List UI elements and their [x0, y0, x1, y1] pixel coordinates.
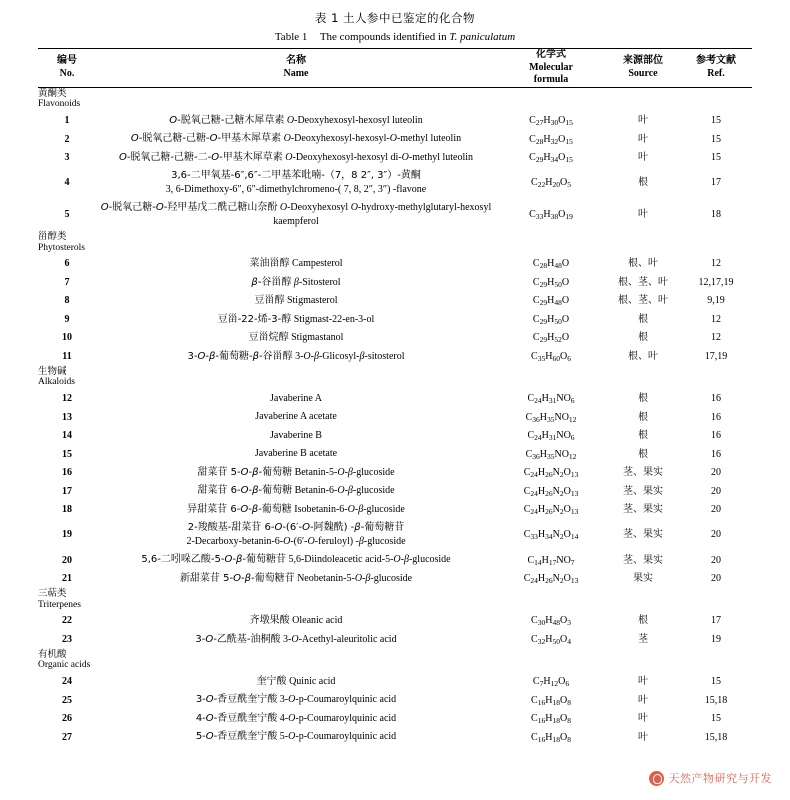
cell-name-cn: 4-O-香豆酰奎宁酸 — [195, 712, 278, 724]
cell-ref: 17,19 — [704, 350, 728, 362]
cell-name — [96, 389, 496, 408]
cell-name — [96, 691, 496, 710]
table-row — [38, 445, 752, 464]
cell-name — [96, 130, 496, 149]
cell-formula: $C_{36}H_{35}NO_{12}$ — [525, 411, 577, 424]
cell-name — [96, 148, 496, 167]
table-row — [38, 482, 752, 501]
table-row — [38, 500, 752, 519]
cell-no: 17 — [62, 485, 72, 497]
table-row — [38, 111, 752, 130]
cell-ref: 15 — [711, 133, 721, 145]
col-header-no — [38, 49, 96, 87]
cell-name-en: Oleanic acid — [292, 615, 343, 626]
col-header-ref — [680, 49, 752, 87]
table-row — [38, 389, 752, 408]
cell-name-en: 3, 6-Dimethoxy-6″, 6″-dimethylchromeno-( 7, 8, 2″, 3″) -flavone — [165, 183, 427, 195]
cell-formula: $C_{24}H_{26}N_2O_{13}$ — [523, 485, 579, 498]
cell-formula: $C_{30}H_{48}O_3$ — [531, 615, 571, 628]
cell-name-cn: O-脱氧己糖-己糖-O-甲基木犀草素 — [130, 133, 282, 145]
cell-no: 22 — [62, 615, 72, 627]
cell-name — [96, 199, 496, 231]
col-header-formula-en: Molecular — [529, 61, 573, 73]
cell-name-en: Isobetanin-6-O-β-glucoside — [294, 503, 405, 515]
cell-formula: $C_{27}H_{30}O_{15}$ — [529, 115, 573, 127]
table-row — [38, 728, 752, 747]
cell-formula: $C_{29}H_{50}O$ — [532, 276, 570, 289]
cell-source: 叶 — [638, 115, 648, 126]
cell-name-cn: 奎宁酸 — [256, 675, 287, 687]
cell-name-en: O-Deoxyhexosyl-hexosyl-O-methyl luteolin — [283, 133, 462, 145]
col-header-name-en: Name — [283, 67, 309, 79]
cell-source: 茎 — [638, 633, 648, 645]
cell-source: 根、茎、叶 — [618, 276, 668, 288]
cell-source: 根、叶 — [628, 258, 658, 270]
table-row — [38, 148, 752, 167]
cell-name-en: O-Deoxyhexosyl-hexosyl luteolin — [286, 114, 423, 126]
cell-no: 9 — [64, 313, 70, 325]
cell-source: 根 — [638, 448, 648, 460]
col-header-source — [606, 49, 680, 87]
cell-name-cn: 新甜菜苷 5-O-β-葡萄糖苷 — [179, 572, 295, 584]
cell-source: 叶 — [638, 133, 648, 145]
cell-name — [96, 292, 496, 311]
cell-name-en: Javaberine A acetate — [255, 411, 337, 423]
cell-name-en: 3-O-p-Coumaroylquinic acid — [279, 694, 397, 706]
cell-name-cn: β-谷甾醇 — [251, 276, 292, 288]
cell-source: 茎、果实 — [623, 554, 663, 566]
cell-source: 根 — [638, 411, 648, 423]
watermark-logo-icon — [649, 771, 664, 786]
cell-no: 18 — [62, 504, 72, 515]
cell-name — [96, 310, 496, 329]
cell-name-cn: 豆甾-22-烯-3-醇 — [217, 313, 292, 325]
table-row — [38, 347, 752, 366]
group-label-cn: 有机酸 — [38, 648, 67, 660]
cell-source: 根 — [638, 393, 648, 404]
table-body — [38, 88, 752, 747]
cell-name-cn: 菜油甾醇 — [249, 258, 290, 269]
cell-ref: 20 — [711, 554, 721, 566]
cell-name — [96, 519, 496, 551]
cell-name-en: 4-O-p-Coumaroylquinic acid — [279, 712, 397, 724]
table-row — [38, 329, 752, 348]
cell-formula: $C_{33}H_{34}N_2O_{14}$ — [523, 529, 579, 542]
group-header-row — [38, 649, 752, 673]
cell-formula: $C_{29}H_{34}O_{15}$ — [529, 152, 573, 164]
cell-source: 根 — [638, 332, 648, 344]
cell-ref: 17 — [711, 177, 721, 189]
cell-name-cn: 齐墩果酸 — [249, 615, 290, 626]
cell-ref: 15,18 — [704, 731, 728, 743]
group-header-row — [38, 88, 752, 112]
group-label — [38, 88, 752, 112]
cell-ref: 20 — [711, 485, 721, 497]
cell-name-en: Javaberine B — [270, 429, 322, 441]
group-header-row — [38, 366, 752, 390]
group-label-cn: 生物碱 — [38, 365, 67, 377]
cell-name-cn: O-脱氧己糖-己糖-二-O-甲基木犀草素 — [118, 151, 283, 163]
cell-name-en: 5,6-Diindoleacetic acid-5-O-β-glucoside — [288, 554, 451, 566]
cell-ref: 9,19 — [707, 295, 725, 307]
cell-ref: 15 — [711, 713, 721, 724]
cell-source: 叶 — [638, 209, 648, 221]
cell-name — [96, 709, 496, 728]
cell-name — [96, 551, 496, 570]
table-row — [38, 569, 752, 588]
col-header-no-en: No. — [59, 67, 75, 79]
cell-no: 5 — [64, 209, 70, 221]
cell-name — [96, 728, 496, 747]
cell-name-en: Javaberine A — [270, 392, 322, 404]
cell-name — [96, 445, 496, 464]
cell-source: 叶 — [638, 676, 648, 687]
cell-no: 1 — [64, 115, 70, 126]
cell-name — [96, 408, 496, 427]
cell-no: 26 — [62, 713, 72, 724]
cell-no: 19 — [62, 529, 72, 541]
cell-formula: $C_{16}H_{18}O_8$ — [531, 731, 571, 744]
table-title-cn: 表 1 土人参中已鉴定的化合物 — [314, 11, 476, 25]
cell-name-en: 3-O-Acethyl-aleuritolic acid — [282, 633, 397, 645]
cell-no: 6 — [64, 258, 70, 270]
cell-ref: 20 — [711, 467, 721, 478]
cell-name-cn: 甜菜苷 6-O-β-葡萄糖 — [197, 485, 293, 497]
cell-no: 10 — [62, 332, 72, 344]
cell-formula: $C_{22}H_{20}O_5$ — [531, 177, 571, 190]
cell-no: 11 — [62, 350, 72, 362]
group-label-en: Flavonoids — [38, 99, 81, 110]
table-row — [38, 292, 752, 311]
table-row — [38, 426, 752, 445]
cell-formula: $C_{28}H_{48}O$ — [532, 258, 570, 271]
cell-source: 根 — [638, 313, 648, 325]
cell-no: 3 — [64, 152, 70, 163]
cell-no: 4 — [64, 177, 70, 189]
col-header-source-cn: 来源部位 — [623, 55, 663, 67]
cell-ref: 20 — [711, 504, 721, 515]
cell-name-cn: 异甜菜苷 6-O-β-葡萄糖 — [187, 503, 292, 515]
col-header-ref-en: Ref. — [707, 67, 725, 79]
cell-ref: 15 — [711, 115, 721, 126]
cell-name-cn: 5,6-二吲哚乙酸-5-O-β-葡萄糖苷 — [141, 554, 286, 566]
cell-source: 果实 — [633, 573, 653, 584]
cell-formula: $C_{35}H_{60}O_6$ — [531, 350, 571, 363]
cell-source: 茎、果实 — [623, 467, 663, 478]
cell-source: 叶 — [638, 731, 648, 743]
cell-ref: 12 — [711, 332, 721, 344]
cell-formula: $C_{24}H_{31}NO_6$ — [527, 393, 575, 405]
cell-name — [96, 569, 496, 588]
cell-name-en: Quinic acid — [289, 675, 336, 687]
cell-no: 14 — [62, 430, 72, 441]
group-label-en: Triterpenes — [38, 599, 81, 610]
cell-ref: 20 — [711, 573, 721, 584]
table-title-species: T. paniculatum — [449, 31, 516, 43]
cell-source: 叶 — [638, 713, 648, 724]
col-header-formula-cn: 化学式 — [536, 49, 566, 60]
cell-source: 茎、果实 — [623, 485, 663, 497]
watermark — [649, 770, 773, 786]
cell-ref: 12,17,19 — [698, 276, 734, 288]
compounds-table — [38, 49, 752, 746]
cell-name — [96, 167, 496, 199]
watermark-text: 天然产物研究与开发 — [668, 772, 772, 785]
cell-name — [96, 463, 496, 482]
table-row — [38, 167, 752, 199]
cell-name — [96, 273, 496, 292]
cell-no: 7 — [64, 276, 70, 288]
table-row — [38, 612, 752, 631]
cell-no: 2 — [64, 133, 70, 145]
cell-formula: $C_{24}H_{31}NO_6$ — [527, 430, 575, 442]
group-label-cn: 甾醇类 — [38, 230, 67, 242]
cell-no: 8 — [64, 295, 70, 307]
cell-ref: 12 — [711, 258, 721, 270]
table-row — [38, 709, 752, 728]
cell-name — [96, 672, 496, 691]
cell-name — [96, 329, 496, 348]
table-row — [38, 255, 752, 274]
cell-name-cn: 3-O-乙酰基-油桐酸 — [195, 633, 281, 645]
cell-formula: $C_{14}H_{17}NO_7$ — [527, 554, 575, 567]
cell-name-cn: O-脱氧己糖-己糖木犀草素 — [169, 114, 285, 126]
cell-source: 叶 — [638, 694, 648, 706]
cell-name-cn: O-脱氧己糖-O-羟甲基戊二酰己糖山奈酚 — [100, 202, 278, 214]
cell-name-cn: 3-O-香豆酰奎宁酸 — [195, 694, 278, 706]
table-row — [38, 273, 752, 292]
cell-name-cn: 豆甾醇 — [254, 295, 285, 306]
cell-no: 15 — [62, 448, 72, 460]
cell-formula: $C_{32}H_{50}O_4$ — [531, 633, 571, 646]
table-header — [38, 49, 752, 88]
cell-name-cn: 3,6-二甲氧基-6″,6″-二甲基苯吡喃-（7，8 2″, 3″）-黄酮 — [171, 170, 421, 182]
group-label — [38, 231, 752, 255]
col-header-name — [96, 49, 496, 87]
cell-name-en: O-Deoxyhexosyl-hexosyl di-O-methyl luteolin — [285, 151, 474, 163]
cell-no: 13 — [62, 411, 72, 423]
cell-name — [96, 111, 496, 130]
cell-name-en: Stigmast-22-en-3-ol — [293, 313, 375, 325]
cell-formula: $C_{16}H_{18}O_8$ — [531, 713, 571, 725]
cell-name-en: 3-O-β-Glicosyl-β-sitosterol — [295, 350, 405, 362]
cell-ref: 17 — [711, 615, 721, 627]
table-row — [38, 130, 752, 149]
cell-formula: $C_{29}H_{48}O$ — [532, 295, 570, 308]
cell-name — [96, 500, 496, 519]
cell-name-en: Stigmastanol — [291, 332, 344, 343]
group-label-en: Alkaloids — [38, 377, 75, 388]
cell-ref: 18 — [711, 209, 721, 221]
cell-formula: $C_{28}H_{32}O_{15}$ — [529, 133, 573, 146]
cell-name-cn: 3-O-β-葡萄糖-β-谷甾醇 — [187, 350, 293, 362]
cell-ref: 16 — [711, 393, 721, 404]
cell-ref: 15,18 — [704, 694, 728, 706]
cell-name-en: Betanin-6-O-β-glucoside — [294, 485, 395, 497]
cell-source: 叶 — [638, 152, 648, 163]
cell-formula: $C_{29}H_{52}O$ — [532, 332, 570, 345]
cell-name-en: Campesterol — [291, 258, 343, 269]
col-header-formula — [496, 49, 606, 87]
cell-ref: 19 — [711, 633, 721, 645]
cell-name-en: 5-O-p-Coumaroylquinic acid — [279, 731, 397, 743]
group-label-cn: 三萜类 — [38, 587, 67, 599]
group-label-en: Organic acids — [38, 660, 91, 671]
cell-name — [96, 347, 496, 366]
cell-ref: 16 — [711, 411, 721, 423]
cell-ref: 20 — [711, 529, 721, 541]
table-title-en — [38, 31, 752, 43]
cell-source: 根 — [638, 430, 648, 441]
cell-no: 25 — [62, 694, 72, 706]
col-header-source-en: Source — [628, 67, 658, 79]
cell-formula: $C_{33}H_{38}O_{19}$ — [529, 209, 573, 222]
cell-no: 23 — [62, 633, 72, 645]
cell-formula: $C_{24}H_{26}N_2O_{13}$ — [523, 573, 579, 585]
cell-no: 21 — [62, 573, 72, 584]
group-label-cn: 黄酮类 — [38, 87, 67, 99]
table-row — [38, 672, 752, 691]
col-header-formula-en2: formula — [533, 74, 569, 85]
cell-name-cn: 甜菜苷 5-O-β-葡萄糖 — [197, 466, 293, 478]
table-row — [38, 691, 752, 710]
table-row — [38, 199, 752, 231]
cell-formula: $C_7H_{12}O_6$ — [532, 676, 570, 688]
cell-no: 12 — [62, 393, 72, 404]
cell-name-en: Betanin-5-O-β-glucoside — [294, 466, 395, 478]
group-label-en: Phytosterols — [38, 242, 85, 253]
cell-name-en: Neobetanin-5-O-β-glucoside — [297, 572, 413, 584]
group-header-row — [38, 231, 752, 255]
cell-name — [96, 612, 496, 631]
table-title-en-text: The compounds identified in — [319, 31, 447, 43]
cell-no: 16 — [62, 467, 72, 478]
table-row — [38, 630, 752, 649]
cell-no: 20 — [62, 554, 72, 566]
table-row — [38, 519, 752, 551]
cell-source: 根、茎、叶 — [618, 295, 668, 307]
cell-ref: 16 — [711, 448, 721, 460]
cell-name-cn: 5-O-香豆酰奎宁酸 — [195, 731, 278, 743]
cell-formula: $C_{29}H_{50}O$ — [532, 313, 570, 326]
cell-name — [96, 255, 496, 274]
cell-name-cn: 2-羧酸基-甜菜苷 6-O-(6′-O-阿魏酰) -β-葡萄糖苷 — [187, 522, 405, 534]
cell-name-en: β-Sitosterol — [293, 276, 341, 288]
col-header-ref-cn: 参考文献 — [696, 55, 736, 67]
cell-name — [96, 426, 496, 445]
cell-source: 茎、果实 — [623, 529, 663, 541]
cell-name-en: O-Deoxyhexosyl O-hydroxy-methylglutaryl-hexosyl kaempferol — [273, 202, 492, 227]
cell-name-en: Javaberine B acetate — [254, 448, 338, 460]
cell-formula: $C_{24}H_{26}N_2O_{13}$ — [523, 504, 579, 516]
cell-formula: $C_{24}H_{26}N_2O_{13}$ — [523, 467, 579, 479]
col-header-no-cn: 编号 — [57, 55, 77, 67]
cell-name-en: Stigmasterol — [286, 295, 338, 306]
table-header-row — [38, 49, 752, 87]
cell-source: 根、叶 — [628, 350, 658, 362]
cell-source: 茎、果实 — [623, 504, 663, 515]
cell-name — [96, 630, 496, 649]
cell-ref: 12 — [711, 313, 721, 325]
cell-name-en: 2-Decarboxy-betanin-6-O-(6′-O-feruloyl) -β-glucoside — [186, 535, 406, 547]
table-row — [38, 310, 752, 329]
cell-name — [96, 482, 496, 501]
table-row — [38, 408, 752, 427]
table-row — [38, 551, 752, 570]
cell-source: 根 — [638, 615, 648, 627]
table-title-en-label: Table 1 — [274, 31, 308, 43]
cell-no: 24 — [62, 676, 72, 687]
cell-formula: $C_{36}H_{35}NO_{12}$ — [525, 448, 577, 461]
table-row — [38, 463, 752, 482]
cell-name-cn: 豆甾烷醇 — [248, 332, 289, 343]
cell-ref: 15 — [711, 152, 721, 163]
cell-ref: 16 — [711, 430, 721, 441]
cell-ref: 15 — [711, 676, 721, 687]
group-label — [38, 649, 752, 673]
cell-no: 27 — [62, 731, 72, 743]
col-header-name-cn: 名称 — [286, 55, 306, 67]
cell-source: 根 — [638, 177, 648, 189]
group-header-row — [38, 588, 752, 612]
group-label — [38, 366, 752, 390]
group-label — [38, 588, 752, 612]
cell-formula: $C_{16}H_{18}O_8$ — [531, 694, 571, 707]
